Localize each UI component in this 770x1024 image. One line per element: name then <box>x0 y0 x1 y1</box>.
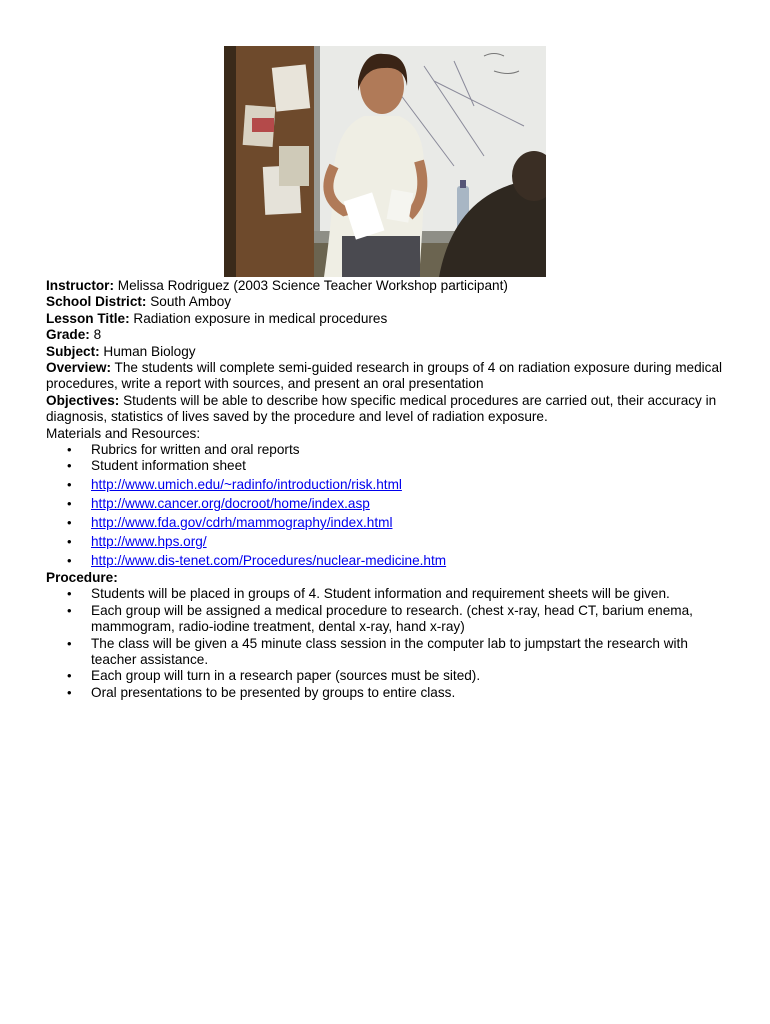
materials-list <box>46 442 736 475</box>
list-item: • Each group will turn in a research paper (sources must be sited). <box>46 668 736 684</box>
overview-line <box>46 360 736 393</box>
photo-illustration <box>224 46 546 277</box>
lesson-title-line <box>46 311 736 327</box>
list-item: • Students will be placed in groups of 4. Student information and requirement sheets will be given. <box>46 586 736 602</box>
list-item: • Oral presentations to be presented by groups to entire class. <box>46 685 736 701</box>
district-value: South Amboy <box>146 294 232 310</box>
grade-line <box>46 327 736 343</box>
grade-value: 8 <box>89 327 102 343</box>
list-item <box>46 532 736 551</box>
list-item <box>46 475 736 494</box>
subject-value: Human Biology <box>99 343 196 359</box>
instructor-label: Instructor: <box>46 278 114 293</box>
instructor-line <box>46 278 736 294</box>
procedure-heading: Procedure: <box>46 569 118 585</box>
overview-value: The students will complete semi-guided research in groups of 4 on radiation exposure during medical procedures, write a report with sources, and present an oral presentation <box>46 360 723 392</box>
list-item: • Each group will be assigned a medical procedure to research. (chest x-ray, head CT, barium enema, mammogram, radio-iodine treatment, dental x-ray, hand x-ray) <box>46 603 736 636</box>
objectives-value: Students will be able to describe how specific medical procedures are carried out, their accuracy in diagnosis, statistics of lives saved by the procedure and level of radiation exposure. <box>46 392 717 425</box>
district-label: School District: <box>46 294 147 310</box>
list-item: • The class will be given a 45 minute class session in the computer lab to jumpstart the research with teacher assistance. <box>46 636 736 669</box>
objectives-line <box>46 393 736 426</box>
resource-link[interactable]: http://www.fda.gov/cdrh/mammography/index.html <box>91 514 393 530</box>
subject-line <box>46 344 736 360</box>
list-item <box>46 513 736 532</box>
list-item <box>46 494 736 513</box>
resource-link[interactable]: http://www.dis-tenet.com/Procedures/nuclear-medicine.htm <box>91 552 447 568</box>
lesson-title-label: Lesson Title: <box>46 310 130 326</box>
resource-links-list <box>46 475 736 570</box>
resource-link[interactable]: http://www.umich.edu/~radinfo/introduction/risk.html <box>91 476 402 492</box>
grade-label: Grade: <box>46 327 90 343</box>
lesson-document <box>46 278 736 701</box>
list-item: • Student information sheet <box>46 458 736 474</box>
resource-link[interactable]: http://www.hps.org/ <box>91 533 207 549</box>
list-item <box>46 551 736 570</box>
resource-link[interactable]: http://www.cancer.org/docroot/home/index.asp <box>91 495 370 511</box>
instructor-value: Melissa Rodriguez (2003 Science Teacher Workshop participant) <box>113 278 508 293</box>
district-line <box>46 294 736 310</box>
list-item: • Rubrics for written and oral reports <box>46 442 736 458</box>
objectives-label: Objectives: <box>46 392 120 408</box>
overview-label: Overview: <box>46 360 111 376</box>
materials-heading: Materials and Resources: <box>46 425 201 441</box>
subject-label: Subject: <box>46 343 100 359</box>
classroom-photo <box>224 46 546 277</box>
procedure-list <box>46 586 736 701</box>
lesson-title-value: Radiation exposure in medical procedures <box>129 310 388 326</box>
